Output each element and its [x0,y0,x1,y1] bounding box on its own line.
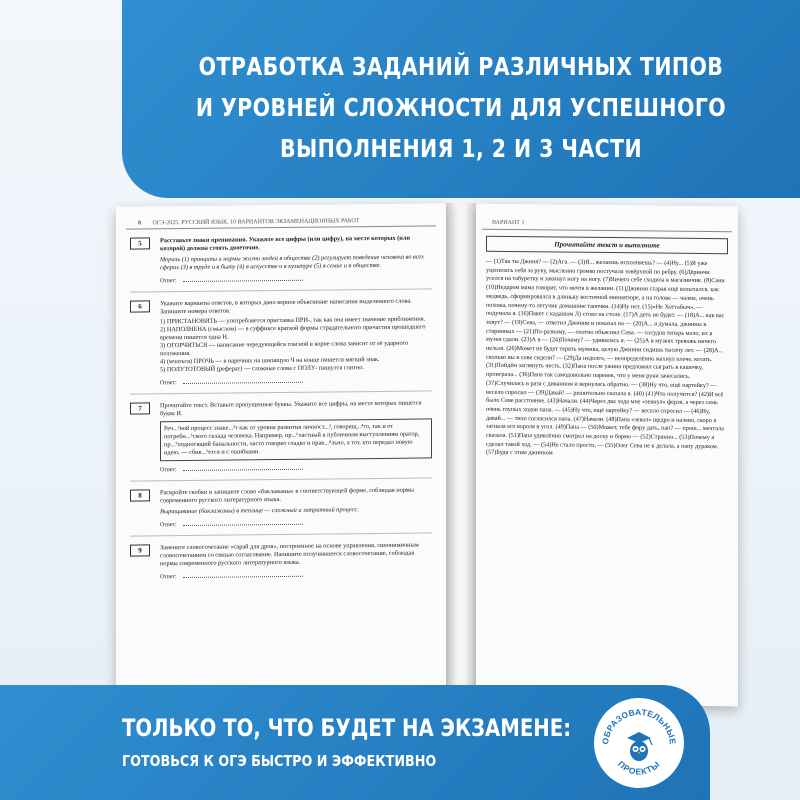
reading-text: — (1)Так ты Джиня? — (2)Ага. — (3)Я... желаешь исполняешь? — (4)Ну... (5)Я уже уцепилась себя за руку, мысленно громко постучала зовёрхной по ребру. (6)Дёринчи уселся на табуретку и закинул ногу на ногу. (7)Ничего себе сходила в магазинчик. (8)Сани (10)Недаром мама говорит, что мечта в желании. (11)Джинни старая ещё колыхался, как медведь, сформировался в длиньку восточной миниатюре, а на голове — чалма, очень похожа, почему-то летучие домашние тапочки. (14)Ну нет. (15)«Не Хоттабыч», — подумала я. (16)Пакет с кадашом Л) стоял на столе. (17)А деть не будет. — (18)А... как вас зовут? — (19)Сева, — ответил Джинни и показал на — (20)А... я думала, джинны в старинных — (21)По-разному, — охотно объяснил Сева. — сосудов теперь мало, их в музеи сдали. (23)А в — (24)Почему? — удивилась я. — (25)А в музеях тревожь ничего нельзя. (26)Может не будет терять мужика, целую Джинни сидишь тысячу лет. — (28)А... сколько вы в сове сидели? — (29)Да недолго, — неопределённо махнул плече, кетать. (31)Пойдём заглянуть честь. (32)Папа после ужина предложил сыграть в кашечку, проиграла... (36)Папа так самодовольно паренек, что у меня руки зачесались. (37)Случилась в раза с диванном и вернулась обратно. — (38)Ну что, ещё партейку? — весело спросил — (39)Давай! — решительно сказала я. (40) (41)Что получится? (42)И всё было Севе расстояние. (43)Начали. (44)Через два хода мне «зевнул» ферзя, а через семь очень глупых ходов папа. — (45)Ну что, ещё партейку? — весело спросил — (46)Ну, давай... — тихо согласился папа. (47)Начали. (48)Папа «зевал» щедро и налево, скоро я загнала его короля в угол. (49)Папа — (50)Может, тебе фору дать, пап? — прош... мечтала сказала. (51)Папа удивлённо смотрел на доску и бормо — (52)Странно... (53)Почему я сделал такой ход. — (54)Не стало просто, — (55)Олег Сева не к делала, а папу дураком. (57)Будя с этим джинном [486,257,725,457]
task-6 [130,297,432,387]
task-number: 6 [130,300,150,312]
task-body: Мораль (1) принципы и нормы жизни людей в обществе (2) регулирует поведение человека во всех сферах (3) в труде и в быту (4) в искусстве и в культуре (5) в семье и в обществе. [160,253,424,272]
answer-line [160,274,432,285]
open-book [116,195,740,730]
book-spine [444,203,478,708]
answer-line [160,463,432,474]
task-text-box: Реч...¹вой процесс знаке...²т как от уровня развития личност...³, говорящ...⁴го, так и от потребн...⁵ского склада человека. Например, пр...⁶ластный к публичным выступлениям оратор, пр...⁷подносящий банальности, часто говорит гладко и прав...⁸льно, а тот, кто передал новую идею, — сбив...⁹ется и с ошибками. [160,418,432,461]
right-page [476,204,738,707]
divider [130,477,432,481]
task-5 [130,234,432,285]
task-body: Выращивание (баклажаны) в теплице — сложный и затратный процесс. [160,506,359,516]
reading-task-box: Прочитайте текст и выполните [486,236,728,255]
publisher-logo [594,698,684,788]
headline-line-2: И УРОВНЕЙ СЛОЖНОСТИ ДЛЯ УСПЕШНОГО [195,93,727,122]
task-8 [130,486,432,529]
divider [130,288,432,292]
task-title: Укажите варианты ответов, в которых дано верное объяснение написания выделенного слова. Запишите номера ответов. [160,297,412,316]
task-option: 5) ПОЛУТОТОВЫЙ (реферат) — сложные слова с ПОЛУ- пишутся слитно. [160,364,364,374]
answer-label: Ответ: [160,522,177,529]
book-header-title: ОГЭ-2025. РУССКИЙ ЯЗЫК. 10 ВАРИАНТОВ ЭКЗАМЕНАЦИОННЫХ РАБОТ [152,218,360,227]
task-title: Раскройте скобки и запишите слово «баклажаны» в соответствующей форме, соблюдая нормы современного русского литературного языка. [160,486,414,505]
task-number: 5 [130,237,150,249]
divider [130,532,432,536]
answer-label: Ответ: [160,467,177,474]
svg-text:ПРОЕКТЫ [616,759,662,777]
answer-label: Ответ: [160,380,177,387]
logo-graphic [594,698,684,788]
answer-line [160,518,432,529]
left-page-header [126,203,436,229]
right-page-header: ВАРИАНТ 1 [482,204,732,233]
task-number: 9 [130,544,150,556]
logo-top-text: ОБРАЗОВАТЕЛЬНЫЕ [599,706,679,746]
answer-line [160,376,432,387]
page-number: 8 [138,220,141,227]
task-title: Расставьте знаки препинания. Укажите все цифры (или цифру), на месте которых (или которой) должна стоять двоеточие. [160,234,410,253]
answer-line [160,570,432,581]
top-banner [122,0,800,198]
divider [130,390,432,394]
task-number: 7 [130,402,150,414]
task-option: 3) ОГОРЧИТЬСЯ — написание чередующейся гласной в корне слова зависит от её ударного положения. [160,339,409,358]
task-7 [130,399,432,474]
task-9 [130,541,432,581]
task-option: 1) ПРИСТАНОВИТЬ — употребляется приставка ПРИ-, так как она имеет значение приближения. [160,315,426,326]
headline-line-1: ОТРАБОТКА ЗАДАНИЙ РАЗЛИЧНЫХ ТИПОВ [198,52,724,81]
headline-line-3: ВЫПОЛНЕНИЯ 1, 2 И 3 ЧАСТИ [279,134,643,163]
task-title: Замените словосочетание «сарай для дров», построенное на основе управления, синонимичным словосочетанием со связью согласование. Напишите получившееся словосочетание, соблюдая нормы современного русского литературного языка. [160,541,419,568]
logo-bottom-text: ПРОЕКТЫ [616,758,662,777]
answer-label: Ответ: [160,278,177,285]
owl-icon [627,732,652,761]
bottom-subheadline: ГОТОВЬСЯ К ОГЭ БЫСТРО И ЭФФЕКТИВНО [122,752,437,770]
task-option: 4) (мчаться) ПРОЧЬ — в наречиях на шипящую Ч на конце пишется мягкий знак. [160,355,380,366]
left-page [116,203,446,706]
answer-label: Ответ: [160,574,177,581]
bottom-headline: ТОЛЬКО ТО, ЧТО БУДЕТ НА ЭКЗАМЕНЕ: [122,714,572,742]
task-option: 2) НАПОЛНЕНА (смыслом) — в суффиксе краткой формы страдательного причастия прошедшего времени пишется одна Н. [160,323,426,342]
task-number: 8 [130,489,150,501]
task-title: Прочитайте текст. Вставьте пропущенные буквы. Укажите все цифры, на месте которых пишется буква И. [160,399,422,418]
